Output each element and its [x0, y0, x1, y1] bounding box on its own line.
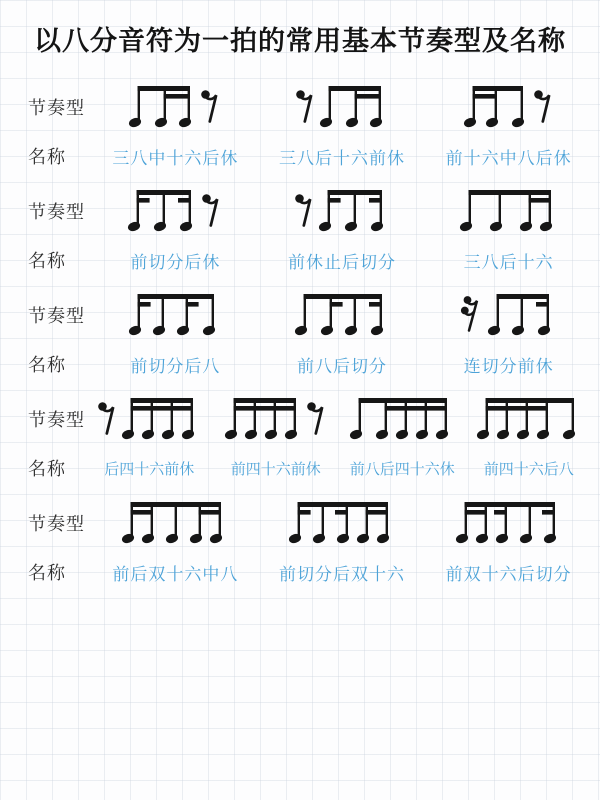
name-row-line [8, 453, 592, 483]
rhythm-name: 前十六中八后休 [445, 148, 572, 169]
rhythm-name: 三八中十六后休 [112, 148, 239, 169]
rhythm-notation [452, 497, 566, 549]
row-label-pattern: 节奏型 [28, 306, 85, 328]
rhythm-row [8, 489, 592, 593]
rhythm-notation [456, 185, 562, 237]
rhythm-pattern [92, 289, 259, 341]
rhythm-name: 前休止后切分 [288, 252, 396, 273]
rhythm-pattern [92, 185, 259, 237]
row-label-name: 名称 [28, 147, 66, 169]
name-row-line [8, 141, 592, 171]
rhythm-notation [285, 497, 399, 549]
row-label-pattern: 节奏型 [28, 202, 85, 224]
rhythm-name: 前切分后双十六 [279, 564, 405, 585]
rhythm-pattern [425, 185, 592, 237]
rhythm-notation [460, 81, 558, 133]
rhythm-name: 前四十六后八 [483, 459, 574, 478]
rhythm-row [8, 73, 592, 177]
rhythm-pattern [259, 289, 426, 341]
pattern-row-line [8, 489, 592, 557]
rhythm-name: 连切分前休 [463, 356, 554, 377]
rhythm-pattern [425, 81, 592, 133]
rhythm-pattern [213, 393, 340, 445]
pattern-row-line [8, 385, 592, 453]
rhythm-notation [125, 289, 225, 341]
rhythm-name: 前双十六后切分 [445, 564, 572, 585]
name-row-line [8, 349, 592, 379]
pattern-row-line [8, 73, 592, 141]
name-row-line [8, 245, 592, 275]
row-label-pattern: 节奏型 [28, 514, 85, 536]
rhythm-pattern [259, 497, 426, 549]
rhythm-row [8, 385, 592, 489]
rhythm-pattern [86, 393, 213, 445]
row-label-name: 名称 [28, 251, 66, 273]
rhythm-notation [292, 81, 392, 133]
rhythm-name: 前四十六前休 [230, 459, 321, 478]
rhythm-notation [291, 289, 393, 341]
rhythm-notation [458, 289, 560, 341]
rhythm-pattern [425, 289, 592, 341]
rhythm-notation [473, 393, 585, 445]
rhythm-pattern [92, 497, 259, 549]
rhythm-pattern [425, 497, 592, 549]
name-row-line [8, 557, 592, 587]
rhythm-name: 前切分后八 [130, 356, 221, 377]
rhythm-notation [118, 497, 232, 549]
row-label-pattern: 节奏型 [28, 98, 85, 120]
rhythm-notation [221, 393, 331, 445]
rhythm-pattern [339, 393, 466, 445]
rhythm-name: 前八后切分 [297, 356, 387, 377]
rhythm-notation [94, 393, 204, 445]
rhythm-notation [125, 81, 225, 133]
rows [0, 73, 600, 593]
row-label-name: 名称 [28, 563, 66, 585]
rhythm-pattern [259, 185, 426, 237]
rhythm-name: 三八后十六前休 [279, 148, 405, 169]
pattern-row-line [8, 177, 592, 245]
row-label-name: 名称 [28, 355, 66, 377]
rhythm-notation [124, 185, 226, 237]
row-label-name: 名称 [28, 459, 66, 481]
pattern-row-line [8, 281, 592, 349]
rhythm-pattern [466, 393, 593, 445]
rhythm-pattern [259, 81, 426, 133]
page-title: 以八分音符为一拍的常用基本节奏型及名称 [34, 26, 566, 57]
rhythm-name: 后四十六前休 [104, 459, 195, 478]
rhythm-name: 前后双十六中八 [112, 564, 239, 585]
rhythm-notation [291, 185, 393, 237]
rhythm-notation [346, 393, 458, 445]
rhythm-name: 三八后十六 [463, 252, 554, 273]
rhythm-name: 前八后四十六休 [349, 459, 455, 478]
rhythm-name: 前切分后休 [130, 252, 221, 273]
row-label-pattern: 节奏型 [28, 410, 85, 432]
rhythm-row [8, 281, 592, 385]
rhythm-pattern [92, 81, 259, 133]
rhythm-row [8, 177, 592, 281]
